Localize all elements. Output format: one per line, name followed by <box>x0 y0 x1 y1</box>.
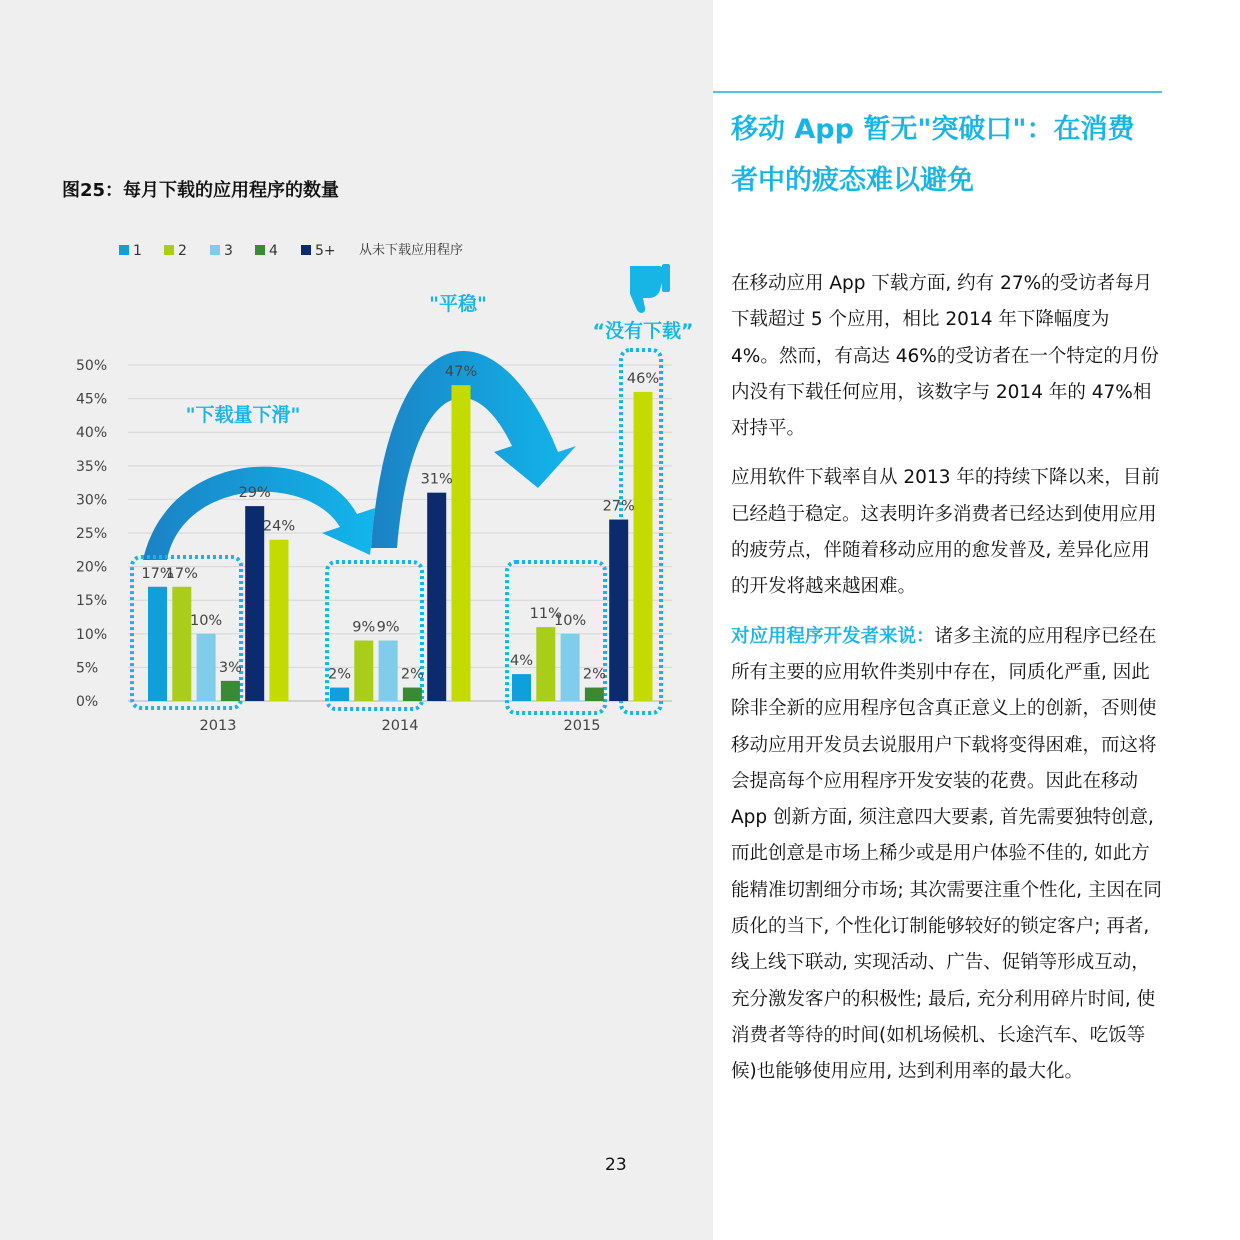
y-tick-label: 45% <box>76 391 108 408</box>
bar <box>403 688 422 701</box>
bar <box>427 493 446 701</box>
paragraph-2: 应用软件下载率自从 2013 年的持续下降以来，目前已经趋于稳定。这表明许多消费者已经达到使用应用的疲劳点，伴随着移动应用的愈发普及, 差异化应用的开发将越来越困难。 <box>731 467 1160 598</box>
bar <box>221 681 240 701</box>
legend-label: 1 <box>133 243 142 259</box>
data-label: 10% <box>189 612 223 629</box>
x-tick-label: 2014 <box>381 718 419 734</box>
bar <box>379 641 398 701</box>
y-tick-label: 40% <box>76 425 108 442</box>
bar <box>197 634 216 701</box>
legend-swatch <box>119 245 129 255</box>
bar <box>634 392 653 701</box>
bar <box>330 688 349 701</box>
article-body <box>731 266 1163 1104</box>
data-label: 46% <box>626 370 660 387</box>
y-tick-label: 20% <box>76 559 108 576</box>
paragraph-1: 在移动应用 App 下载方面, 约有 27%的受访者每月下载超过 5 个应用，相比 2014 年下降幅度为 4%。然而，有高达 46%的受访者在一个特定的月份内没有下载任何应用，该数字与 2014 年的 47%相对持平。 <box>731 273 1159 440</box>
x-tick-label: 2015 <box>563 718 601 734</box>
page-number: 23 <box>605 1155 627 1175</box>
paragraph-3-text: 诸多主流的应用程序已经在所有主要的应用软件类别中存在，同质化严重, 因此除非全新的应用程序包含真正意义上的创新，否则使移动应用开发员去说服用户下载将变得困难，而这将会提高每个应用程序开发安装的花费。因此在移动 App 创新方面, 须注意四大要素, 首先需要独特创意, 而此创意是市场上稀少或是用户体验不佳的, 如此方能精准切割细分市场; 其次需要注重个性化, 主因在同质化的当下, 个性化订制能够较好的锁定客户; 再者, 线上线下联动, 实现活动、广告、促销等形成互动，充分激发客户的积极性; 最后, 充分利用碎片时间, 使消费者等待的时间(如机场候机、长途汽车、吃饭等候)也能够使用应用, 达到利用率的最大化。 <box>731 625 1162 1083</box>
legend-label: 3 <box>224 243 233 259</box>
data-label: 27% <box>602 498 635 515</box>
thumbs-down-icon <box>630 264 670 313</box>
annotation-label: “没有下载” <box>592 320 694 342</box>
legend-label: 从未下载应用程序 <box>359 243 464 258</box>
bar <box>452 385 471 701</box>
data-label: 9% <box>352 619 376 636</box>
legend-label: 5+ <box>315 243 336 259</box>
bar <box>245 506 264 701</box>
y-tick-label: 35% <box>76 458 108 475</box>
article-headline: 移动 App 暂无"突破口"：在消费者中的疲态难以避免 <box>731 114 1135 196</box>
bar <box>561 634 580 701</box>
bar <box>609 520 628 701</box>
bar <box>585 688 604 701</box>
x-tick-label: 2013 <box>199 718 237 734</box>
annotation-label: "下载量下滑" <box>185 404 301 426</box>
figure-title: 图25：每月下载的应用程序的数量 <box>62 180 340 201</box>
paragraph-3 <box>731 619 1163 1091</box>
paragraph-3-lead: 对应用程序开发者来说： <box>731 625 935 647</box>
data-label: 9% <box>376 619 400 636</box>
data-label: 17% <box>141 565 174 582</box>
bar <box>172 587 191 701</box>
thumbs-down-hand <box>630 266 665 313</box>
data-label: 2% <box>400 666 424 683</box>
y-tick-label: 15% <box>76 593 108 610</box>
thumbs-down-cuff <box>662 264 670 292</box>
curved-arrow-icon <box>371 351 576 548</box>
y-tick-label: 10% <box>76 626 108 643</box>
data-label: 17% <box>165 565 198 582</box>
legend-swatch <box>210 245 220 255</box>
legend-swatch <box>164 245 174 255</box>
data-label: 31% <box>420 471 453 488</box>
data-label: 47% <box>444 364 478 381</box>
y-tick-label: 50% <box>76 358 108 374</box>
bar <box>270 540 289 701</box>
bar <box>536 627 555 701</box>
y-tick-label: 25% <box>76 526 108 542</box>
bar <box>148 587 167 701</box>
legend-label: 2 <box>178 243 187 259</box>
data-label: 11% <box>529 606 562 623</box>
header-divider <box>713 91 1162 93</box>
bar <box>512 674 531 701</box>
data-label: 2% <box>582 666 606 683</box>
legend-swatch <box>255 245 265 255</box>
data-label: 4% <box>509 653 534 670</box>
annotation-label: "平稳" <box>429 293 487 315</box>
data-label: 3% <box>218 659 242 676</box>
data-label: 2% <box>327 666 352 683</box>
legend-swatch <box>301 245 311 255</box>
bar <box>354 641 373 701</box>
legend-label: 4 <box>269 243 278 259</box>
y-tick-label: 0% <box>76 694 99 710</box>
data-label: 10% <box>553 612 587 629</box>
data-label: 24% <box>262 518 296 535</box>
y-tick-label: 5% <box>76 660 99 677</box>
data-label: 29% <box>238 485 271 502</box>
y-tick-label: 30% <box>76 492 108 509</box>
